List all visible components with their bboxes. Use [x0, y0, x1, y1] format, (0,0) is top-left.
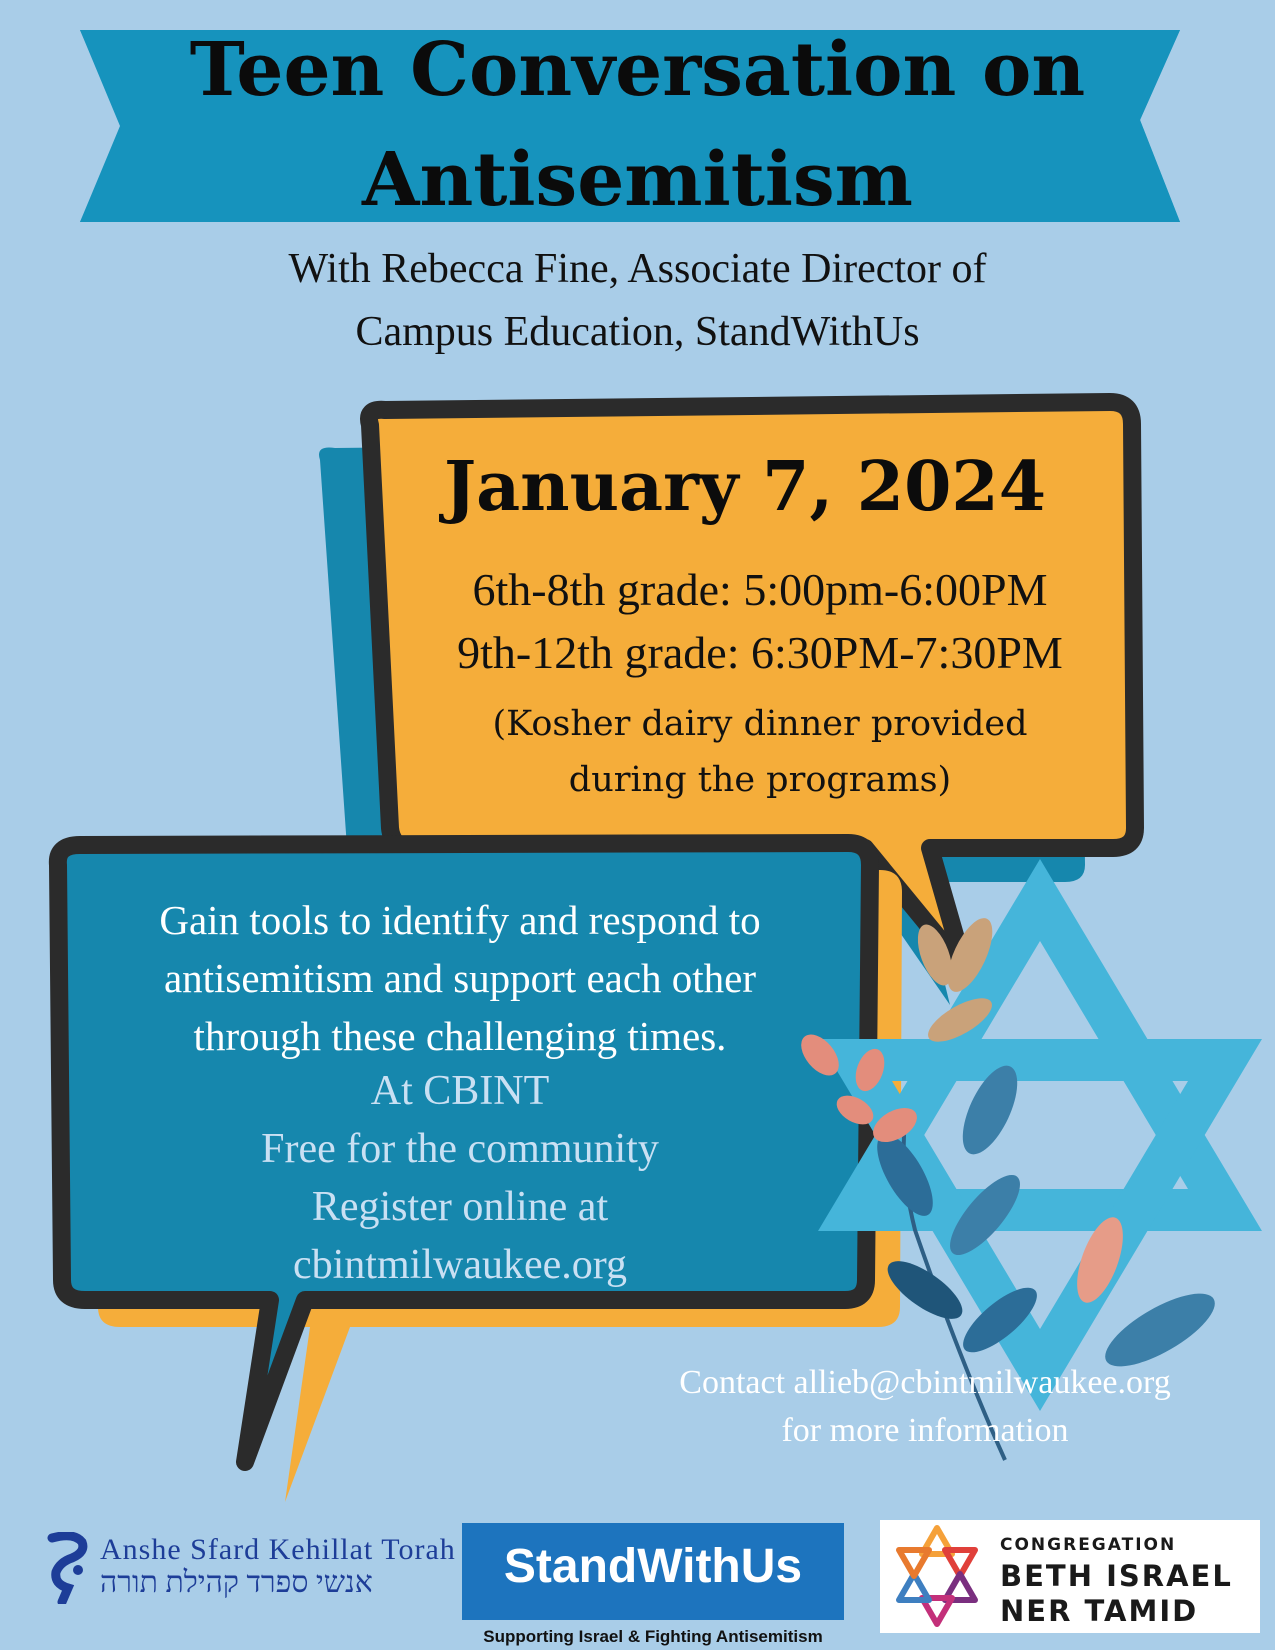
register-url-link[interactable]: cbintmilwaukee.org [293, 1242, 627, 1288]
standwithus-tagline: Supporting Israel & Fighting Antisemitism [483, 1627, 823, 1646]
cbint-star-icon [880, 1520, 995, 1633]
description-line-2: antisemitism and support each other [163, 955, 757, 1001]
title-line-2: Antisemitism [362, 137, 913, 223]
cbint-logo-line-2: BETH ISRAEL [1000, 1559, 1233, 1593]
contact-more-info-text: for more information [781, 1412, 1069, 1449]
dinner-note-line-2: during the programs) [568, 760, 952, 800]
speaker-line-2: Campus Education, StandWithUs [355, 309, 920, 355]
standwithus-logo-text: StandWithUs [503, 1540, 803, 1593]
cost-text: Free for the community [261, 1126, 659, 1172]
speaker-line-1: With Rebecca Fine, Associate Director of [288, 246, 987, 292]
cbint-logo-line-3: NER TAMID [1000, 1594, 1199, 1628]
contact-email-text[interactable]: Contact allieb@cbintmilwaukee.org [679, 1364, 1171, 1401]
cbint-logo-line-1: CONGREGATION [1000, 1535, 1177, 1555]
location-text: At CBINT [370, 1068, 550, 1114]
description-line-3: through these challenging times. [193, 1013, 727, 1059]
schedule-high-school: 9th-12th grade: 6:30PM-7:30PM [457, 627, 1063, 678]
schedule-middle-school: 6th-8th grade: 5:00pm-6:00PM [472, 564, 1048, 615]
title-line-1: Teen Conversation on [189, 27, 1086, 113]
dinner-note-line-1: (Kosher dairy dinner provided [492, 704, 1028, 744]
register-text: Register online at [311, 1184, 609, 1230]
asket-logo-icon [44, 1532, 90, 1604]
asket-logo-name: Anshe Sfard Kehillat Torah [100, 1533, 456, 1566]
asket-logo-hebrew: אנשי ספרד קהילת תורה [100, 1566, 373, 1599]
description-line-1: Gain tools to identify and respond to [159, 897, 761, 943]
event-date: January 7, 2024 [443, 447, 1047, 527]
